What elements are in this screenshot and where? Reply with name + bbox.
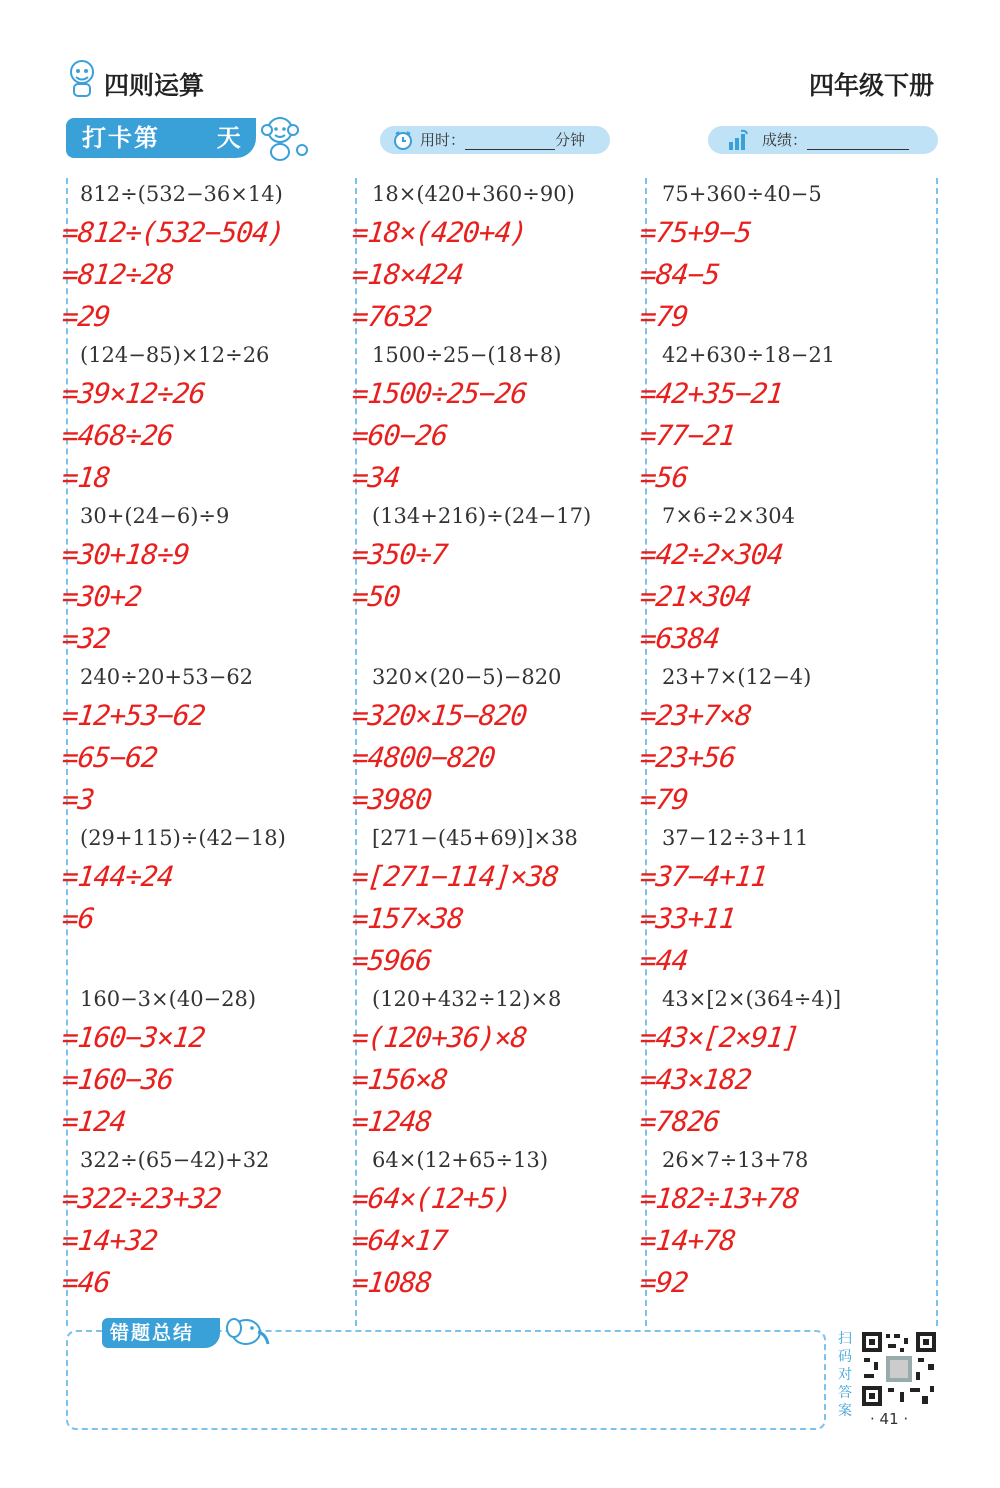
handwritten-step: =322÷23+32 (60, 1182, 223, 1215)
handwritten-step: =21×304 (638, 580, 753, 613)
handwritten-step: =14+32 (60, 1224, 159, 1257)
time-field[interactable] (380, 126, 610, 154)
handwritten-step: =18 (60, 461, 112, 494)
handwritten-step: =182÷13+78 (638, 1182, 801, 1215)
handwritten-step: =79 (638, 300, 690, 333)
book-title: 四则运算 (104, 71, 205, 100)
handwritten-step: =350÷7 (350, 538, 449, 571)
handwritten-step: =50 (350, 580, 402, 613)
problem-expression: [271−(45+69)]×38 (372, 826, 578, 850)
handwritten-step: =5966 (350, 944, 434, 977)
clock-icon (392, 129, 414, 155)
handwritten-step: =42+35−21 (638, 377, 785, 410)
qr-code[interactable] (860, 1330, 938, 1408)
handwritten-step: =33+11 (638, 902, 737, 935)
handwritten-step: =43×[2×91] (638, 1021, 801, 1054)
mascot-icon (66, 58, 98, 98)
problem-expression: 26×7÷13+78 (662, 1148, 809, 1172)
handwritten-step: =84−5 (638, 258, 722, 291)
handwritten-step: =37−4+11 (638, 860, 769, 893)
problem-expression: 18×(420+360÷90) (372, 182, 575, 206)
handwritten-step: =6 (60, 902, 96, 935)
column-divider (936, 178, 938, 1326)
checkin-banner (66, 118, 256, 158)
handwritten-step: =64×17 (350, 1224, 449, 1257)
handwritten-step: =12+53−62 (60, 699, 207, 732)
problem-expression: (29+115)÷(42−18) (80, 826, 286, 850)
problem-expression: (124−85)×12÷26 (80, 343, 270, 367)
handwritten-step: =23+56 (638, 741, 737, 774)
problem-expression: 37−12÷3+11 (662, 826, 809, 850)
handwritten-step: =30+18÷9 (60, 538, 191, 571)
handwritten-step: =65−62 (60, 741, 159, 774)
handwritten-step: =320×15−820 (350, 699, 529, 732)
handwritten-step: =34 (350, 461, 402, 494)
handwritten-step: =[271−114]×38 (350, 860, 560, 893)
problem-expression: (120+432÷12)×8 (372, 987, 562, 1011)
handwritten-step: =144÷24 (60, 860, 175, 893)
problem-expression: 1500÷25−(18+8) (372, 343, 562, 367)
handwritten-step: =468÷26 (60, 419, 175, 452)
banner-prefix: 打卡第 (82, 124, 160, 152)
handwritten-step: =7632 (350, 300, 434, 333)
problem-expression: 64×(12+65÷13) (372, 1148, 549, 1172)
handwritten-step: =1088 (350, 1266, 434, 1299)
handwritten-step: =29 (60, 300, 112, 333)
handwritten-step: =32 (60, 622, 112, 655)
handwritten-step: =79 (638, 783, 690, 816)
handwritten-step: =156×8 (350, 1063, 449, 1096)
handwritten-step: =30+2 (60, 580, 144, 613)
handwritten-step: =18×(420+4) (350, 216, 529, 249)
handwritten-step: =812÷28 (60, 258, 175, 291)
problem-expression: 43×[2×(364÷4)] (662, 987, 842, 1011)
handwritten-step: =44 (638, 944, 690, 977)
handwritten-step: =3980 (350, 783, 434, 816)
problem-expression: 30+(24−6)÷9 (80, 504, 230, 528)
time-unit: 分钟 (555, 131, 586, 149)
handwritten-step: =7826 (638, 1105, 722, 1138)
handwritten-step: =43×182 (638, 1063, 753, 1096)
banner-suffix: 天 (216, 124, 243, 152)
handwritten-step: =14+78 (638, 1224, 737, 1257)
handwritten-step: =42÷2×304 (638, 538, 785, 571)
problem-expression: 23+7×(12−4) (662, 665, 812, 689)
problem-expression: 322÷(65−42)+32 (80, 1148, 270, 1172)
handwritten-step: =6384 (638, 622, 722, 655)
time-label: 用时： (420, 131, 466, 149)
handwritten-step: =812÷(532−504) (60, 216, 286, 249)
handwritten-step: =60−26 (350, 419, 449, 452)
handwritten-step: =160−3×12 (60, 1021, 207, 1054)
problem-expression: 7×6÷2×304 (662, 504, 795, 528)
problem-expression: 320×(20−5)−820 (372, 665, 562, 689)
handwritten-step: =1500÷25−26 (350, 377, 529, 410)
handwritten-step: =39×12÷26 (60, 377, 207, 410)
chart-icon (726, 128, 750, 156)
elephant-icon (222, 1310, 274, 1354)
handwritten-step: =92 (638, 1266, 690, 1299)
handwritten-step: =124 (60, 1105, 128, 1138)
handwritten-step: =4800−820 (350, 741, 497, 774)
handwritten-step: =56 (638, 461, 690, 494)
score-label: 成绩： (762, 131, 808, 149)
problem-expression: (134+216)÷(24−17) (372, 504, 592, 528)
handwritten-step: =64×(12+5) (350, 1182, 513, 1215)
handwritten-step: =77−21 (638, 419, 737, 452)
problem-expression: 240÷20+53−62 (80, 665, 254, 689)
page-number: · 41 · (870, 1410, 909, 1428)
handwritten-step: =23+7×8 (638, 699, 753, 732)
handwritten-step: =75+9−5 (638, 216, 753, 249)
qr-label: 扫码对答案 (838, 1331, 852, 1419)
handwritten-step: =(120+36)×8 (350, 1021, 529, 1054)
handwritten-step: =157×38 (350, 902, 465, 935)
problem-expression: 75+360÷40−5 (662, 182, 822, 206)
handwritten-step: =1248 (350, 1105, 434, 1138)
monkey-icon (258, 112, 310, 162)
problem-expression: 812÷(532−36×14) (80, 182, 283, 206)
problem-expression: 160−3×(40−28) (80, 987, 257, 1011)
handwritten-step: =46 (60, 1266, 112, 1299)
grade-label: 四年级下册 (808, 71, 934, 100)
handwritten-step: =160−36 (60, 1063, 175, 1096)
handwritten-step: =18×424 (350, 258, 465, 291)
handwritten-step: =3 (60, 783, 96, 816)
mistake-summary-label: 错题总结 (102, 1318, 220, 1348)
problem-expression: 42+630÷18−21 (662, 343, 836, 367)
